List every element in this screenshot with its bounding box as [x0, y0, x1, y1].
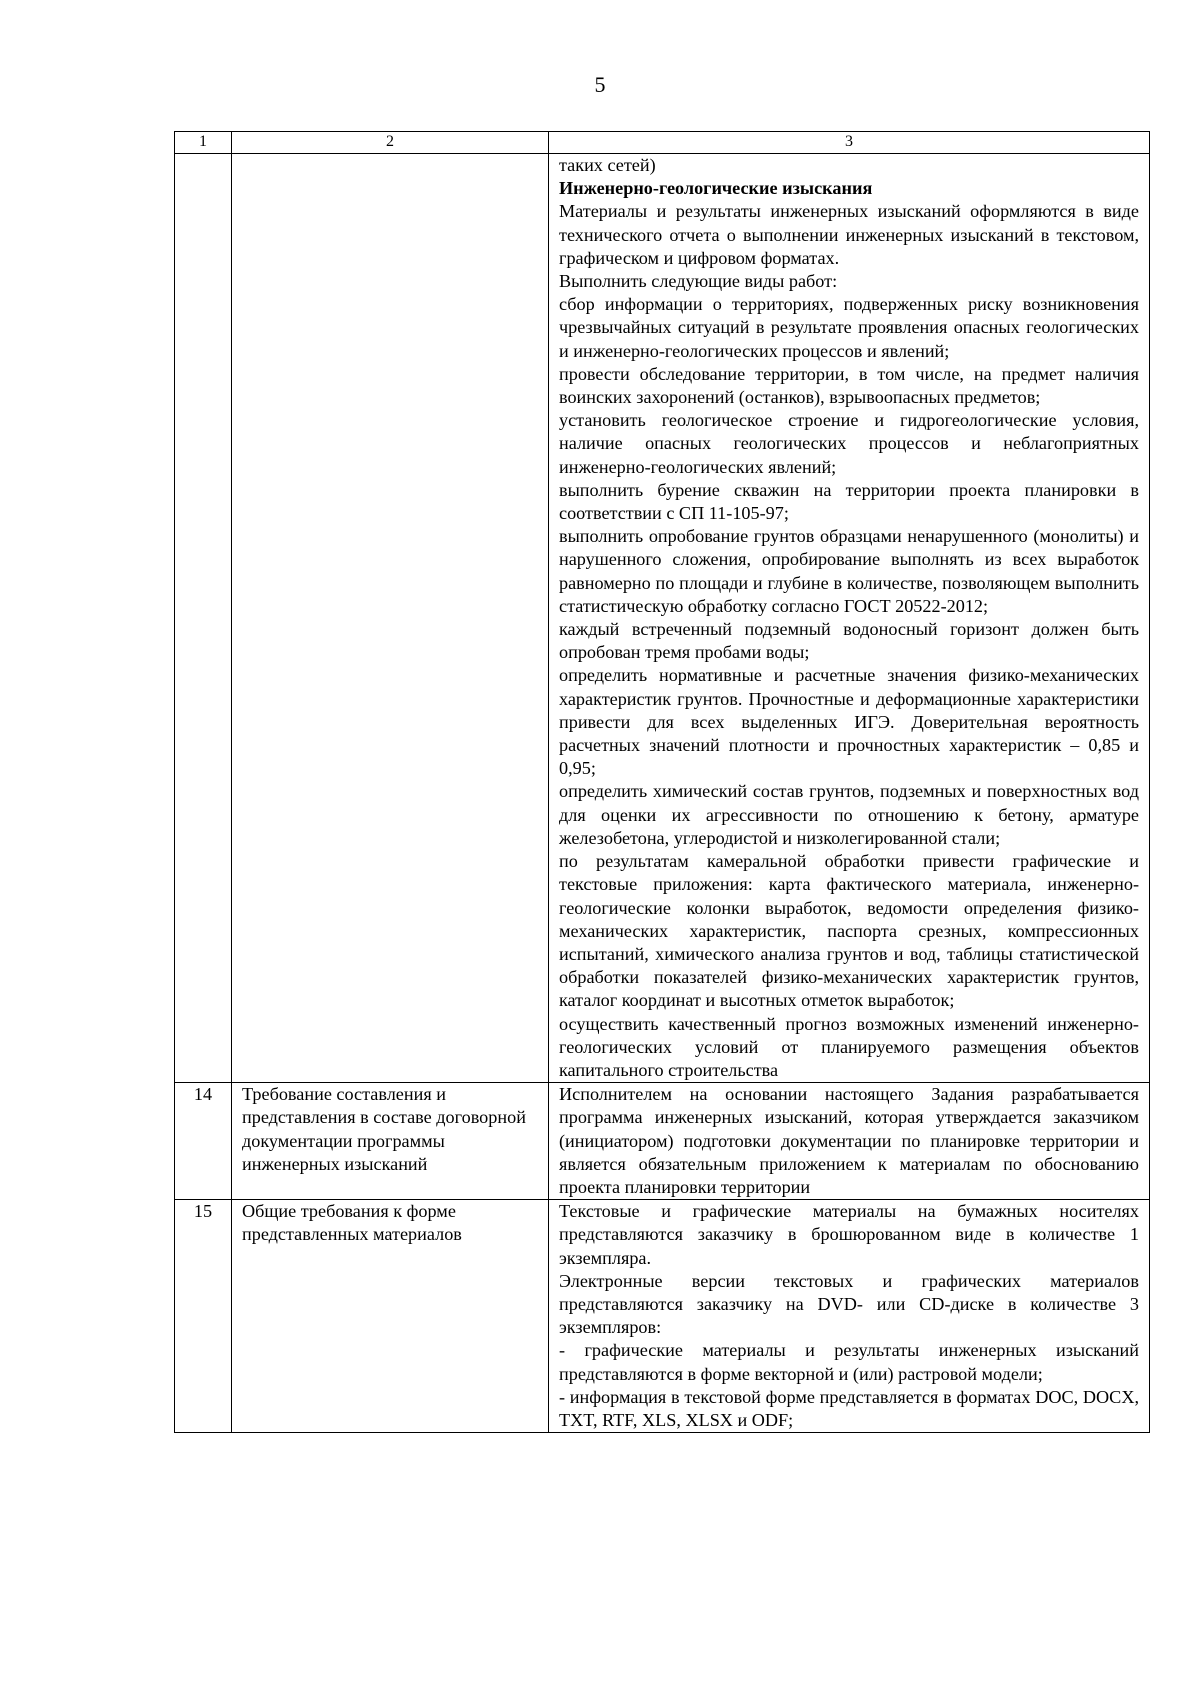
- paragraph: каждый встреченный подземный водоносный горизонт должен быть опробован тремя пробами воды;: [559, 619, 1139, 663]
- header-col-3: 3: [549, 132, 1150, 154]
- header-col-2: 2: [232, 132, 549, 154]
- row-title: [232, 1200, 549, 1433]
- table-row: [175, 1083, 1150, 1200]
- row-title-text: Общие требования к форме представленных материалов: [242, 1201, 462, 1245]
- paragraph: Материалы и результаты инженерных изысканий оформляются в виде технического отчета о выполнении инженерных изысканий в текстовом, графическом и цифровом форматах.: [559, 201, 1139, 268]
- paragraph: - графические материалы и результаты инженерных изысканий представляются в форме векторной и (или) растровой модели;: [559, 1340, 1139, 1384]
- row-number: [175, 154, 232, 1083]
- row-number: 15: [175, 1200, 232, 1433]
- paragraph: - информация в текстовой форме представляется в форматах DOC, DOCX, TXT, RTF, XLS, XLSX и ODF;: [559, 1386, 1139, 1430]
- paragraph: сбор информации о территориях, подверженных риску возникновения чрезвычайных ситуаций в результате проявления опасных геологических и инженерно-геологических процессов и явлений;: [559, 294, 1139, 361]
- page-number: 5: [594, 72, 606, 97]
- paragraph: установить геологическое строение и гидрогеологические условия, наличие опасных геологических процессов и неблагоприятных инженерно-геологических явлений;: [559, 410, 1139, 477]
- row-title-text: Требование составления и представления в составе договорной документации программы инженерных изысканий: [242, 1084, 526, 1174]
- paragraph: по результатам камеральной обработки привести графические и текстовые приложения: карта фактического материала, инженерно-геологические колонки выработок, ведомости определения физико-механических характеристик, паспорта срезных, компрессионных испытаний, химического анализа грунтов и вод, таблицы статистической обработки показателей физико-механических характеристик грунтов, каталог координат и высотных отметок выработок;: [559, 851, 1139, 1011]
- row-number: 14: [175, 1083, 232, 1200]
- paragraph: Электронные версии текстовых и графических материалов представляются заказчику на DVD- или CD-диске в количестве 3 экземпляров:: [559, 1270, 1139, 1338]
- table-row: [175, 1200, 1150, 1433]
- paragraph: Текстовые и графические материалы на бумажных носителях представляются заказчику в брошюрованном виде в количестве 1 экземпляра.: [559, 1201, 1139, 1268]
- section-heading: Инженерно-геологические изыскания: [559, 178, 873, 199]
- row-content: [549, 1200, 1150, 1433]
- paragraph: выполнить бурение скважин на территории проекта планировки в соответствии с СП 11-105-97;: [559, 479, 1139, 524]
- table-row: [175, 154, 1150, 1083]
- paragraph: определить нормативные и расчетные значения физико-механических характеристик грунтов. Прочностные и деформационные характеристики привести для всех выделенных ИГЭ. Доверительная вероятность расчетных значений плотности и прочностных характеристик – 0,85 и 0,95;: [559, 665, 1139, 779]
- row-title: [232, 154, 549, 1083]
- table-header-row: [175, 132, 1150, 154]
- header-col-1: 1: [175, 132, 232, 154]
- paragraph: Исполнителем на основании настоящего Задания разрабатывается программа инженерных изысканий, которая утверждается заказчиком (инициатором) подготовки документации по планировке территории и является обязательным приложением к материалам по обоснованию проекта планировки территории: [559, 1084, 1139, 1197]
- row-title: [232, 1083, 549, 1200]
- paragraph: выполнить опробование грунтов образцами ненарушенного (монолиты) и нарушенного сложения, опробирование выполнять из всех выработок равномерно по площади и глубине в количестве, позволяющем выполнить статистическую обработку согласно ГОСТ 20522-2012;: [559, 526, 1139, 616]
- paragraph: таких сетей): [559, 155, 656, 175]
- row-content: [549, 1083, 1150, 1200]
- requirements-table: [174, 131, 1150, 1433]
- paragraph: определить химический состав грунтов, подземных и поверхностных вод для оценки их агрессивности по отношению к бетону, арматуре железобетона, углеродистой и низколегированной стали;: [559, 781, 1139, 848]
- paragraph: Выполнить следующие виды работ:: [559, 271, 838, 292]
- paragraph: осуществить качественный прогноз возможных изменений инженерно-геологических условий от планируемого размещения объектов капитального строительства: [559, 1013, 1139, 1080]
- paragraph: провести обследование территории, в том числе, на предмет наличия воинских захоронений (останков), взрывоопасных предметов;: [559, 363, 1139, 408]
- row-content: [549, 154, 1150, 1083]
